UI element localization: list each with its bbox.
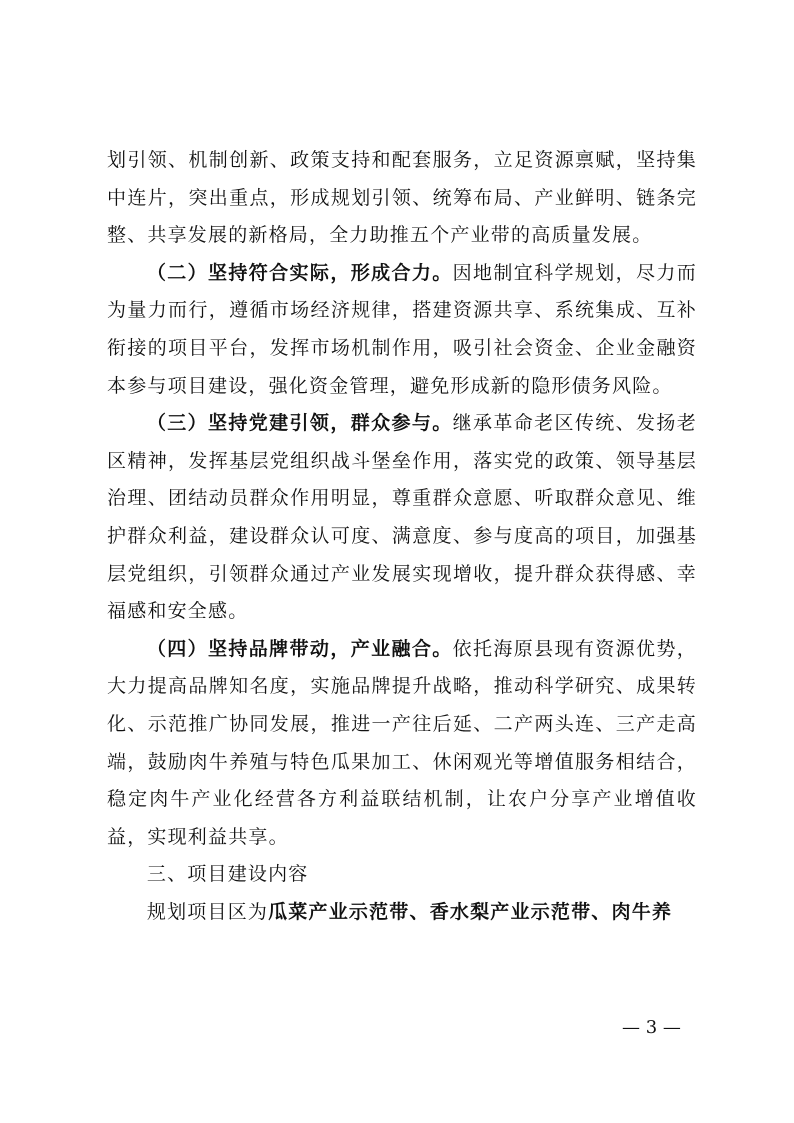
page-number: — 3 —	[622, 1017, 681, 1038]
paragraph-5	[107, 894, 697, 932]
document-body	[107, 142, 697, 931]
paragraph-3-text: 继承革命老区传统、发扬老区精神，发挥基层党组织战斗堡垒作用，落实党的政策、领导基层治理、团结动员群众作用明显，尊重群众意愿、听取群众意见、维护群众利益，建设群众认可度、满意度、参与度高的项目，加强基层党组织，引领群众通过产业发展实现增收，提升群众获得感、幸福感和安全感。	[107, 412, 697, 623]
paragraph-5-text: 规划项目区为	[146, 900, 269, 923]
paragraph-1-text: 划引领、机制创新、政策支持和配套服务，立足资源禀赋，坚持集中连片，突出重点，形成规划引领、统筹布局、产业鲜明、链条完整、共享发展的新格局，全力助推五个产业带的高质量发展。	[107, 149, 697, 247]
section-heading: 三、项目建设内容	[146, 863, 309, 886]
paragraph-3-lead: （三）坚持党建引领，群众参与。	[146, 412, 453, 435]
paragraph-2	[107, 255, 697, 405]
paragraph-5-emphasis: 瓜菜产业示范带、香水梨产业示范带、肉牛养	[268, 900, 673, 923]
paragraph-1	[107, 142, 697, 255]
paragraph-4-lead: （四）坚持品牌带动，产业融合。	[146, 637, 453, 660]
paragraph-4-text: 依托海原县现有资源优势，大力提高品牌知名度，实施品牌提升战略，推动科学研究、成果转化、示范推广协同发展，推进一产往后延、二产两头连、三产走高端，鼓励肉牛养殖与特色瓜果加工、休闲观光等增值服务相结合，稳定肉牛产业化经营各方利益联结机制，让农户分享产业增值收益，实现利益共享。	[107, 637, 697, 848]
paragraph-2-text: 因地制宜科学规划，尽力而为量力而行，遵循市场经济规律，搭建资源共享、系统集成、互补衔接的项目平台，发挥市场机制作用，吸引社会资金、企业金融资本参与项目建设，强化资金管理，避免形成新的隐形债务风险。	[107, 261, 697, 397]
paragraph-3	[107, 405, 697, 631]
paragraph-4	[107, 631, 697, 857]
paragraph-2-lead: （二）坚持符合实际，形成合力。	[146, 261, 453, 284]
